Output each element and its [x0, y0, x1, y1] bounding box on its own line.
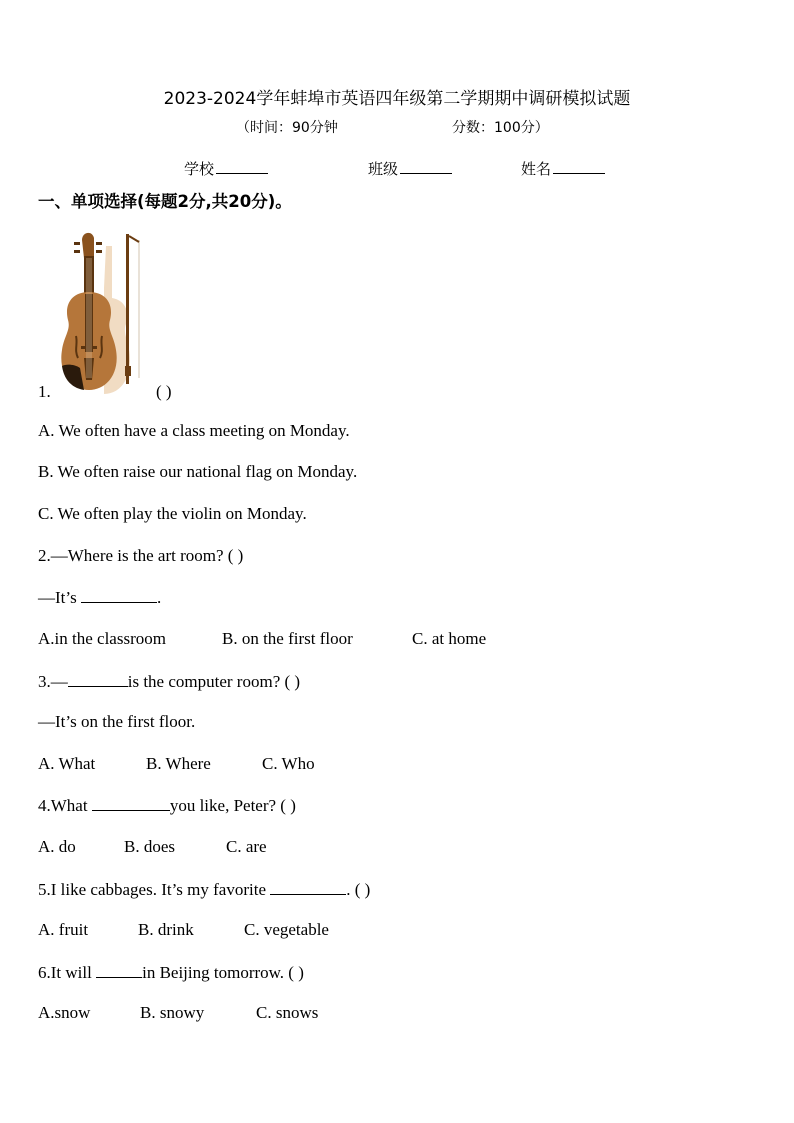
question-3-answer: —It’s on the first floor.	[38, 712, 196, 731]
class-blank[interactable]	[400, 159, 452, 174]
question-6-stem	[38, 962, 304, 983]
question-2-stem: 2.—Where is the art room? ( )	[38, 546, 244, 565]
question-2-answer-prefix: —It’s	[38, 588, 77, 607]
question-3-option-a[interactable]: A. What	[38, 754, 96, 773]
question-5-option-c[interactable]: C. vegetable	[244, 920, 329, 939]
class-label: 班级	[368, 160, 399, 178]
question-2-answer	[38, 587, 161, 608]
name-label: 姓名	[521, 160, 552, 178]
question-3-blank[interactable]	[68, 671, 128, 687]
school-blank[interactable]	[216, 159, 268, 174]
exam-time: （时间：90分钟	[236, 120, 338, 136]
question-3-stem	[38, 671, 300, 692]
question-5-option-b[interactable]: B. drink	[138, 920, 194, 939]
question-6-option-a[interactable]: A.snow	[38, 1003, 91, 1022]
name-blank[interactable]	[553, 159, 605, 174]
violin-icon	[54, 228, 148, 400]
school-field	[184, 158, 268, 179]
question-2-option-a[interactable]: A.in the classroom	[38, 629, 166, 648]
school-label: 学校	[184, 160, 215, 178]
question-5-stem-prefix: 5.I like cabbages. It’s my favorite	[38, 880, 267, 899]
question-1-option-c[interactable]: C. We often play the violin on Monday.	[38, 504, 307, 523]
question-1-number: 1.	[38, 382, 51, 401]
question-4-stem-prefix: 4.What	[38, 796, 88, 815]
question-5-stem	[38, 879, 370, 900]
question-4-stem-suffix: you like, Peter? ( )	[169, 796, 296, 815]
question-6-stem-suffix: in Beijing tomorrow. ( )	[142, 963, 304, 982]
exam-title: 2023-2024学年蚌埠市英语四年级第二学期期中调研模拟试题	[163, 89, 631, 109]
question-3-option-c[interactable]: C. Who	[262, 754, 315, 773]
question-6-blank[interactable]	[96, 962, 142, 978]
question-5-option-a[interactable]: A. fruit	[38, 920, 89, 939]
name-field	[521, 158, 605, 179]
exam-score: 分数：100分）	[452, 120, 549, 136]
question-4-blank[interactable]	[92, 795, 170, 811]
question-4-stem	[38, 795, 296, 816]
question-2-option-c[interactable]: C. at home	[412, 629, 487, 648]
question-5-stem-suffix: . ( )	[346, 880, 371, 899]
question-3-stem-suffix: is the computer room? ( )	[127, 672, 301, 691]
question-5-blank[interactable]	[270, 879, 346, 895]
section-heading: 一、单项选择(每题2分,共20分)。	[38, 192, 292, 211]
question-2-blank[interactable]	[81, 587, 157, 603]
question-1-paren[interactable]: ( )	[156, 382, 172, 401]
question-3-option-b[interactable]: B. Where	[146, 754, 211, 773]
question-4-option-c[interactable]: C. are	[226, 837, 267, 856]
question-3-stem-prefix: 3.—	[38, 672, 68, 691]
question-4-option-b[interactable]: B. does	[124, 837, 175, 856]
question-6-stem-prefix: 6.It will	[38, 963, 92, 982]
question-1-option-a[interactable]: A. We often have a class meeting on Monday.	[38, 421, 350, 440]
question-2-answer-suffix: .	[156, 588, 162, 607]
class-field	[368, 158, 452, 179]
question-6-option-c[interactable]: C. snows	[256, 1003, 319, 1022]
question-2-option-b[interactable]: B. on the first floor	[222, 629, 353, 648]
question-1-option-b[interactable]: B. We often raise our national flag on Monday.	[38, 462, 358, 481]
question-4-option-a[interactable]: A. do	[38, 837, 76, 856]
question-6-option-b[interactable]: B. snowy	[140, 1003, 205, 1022]
